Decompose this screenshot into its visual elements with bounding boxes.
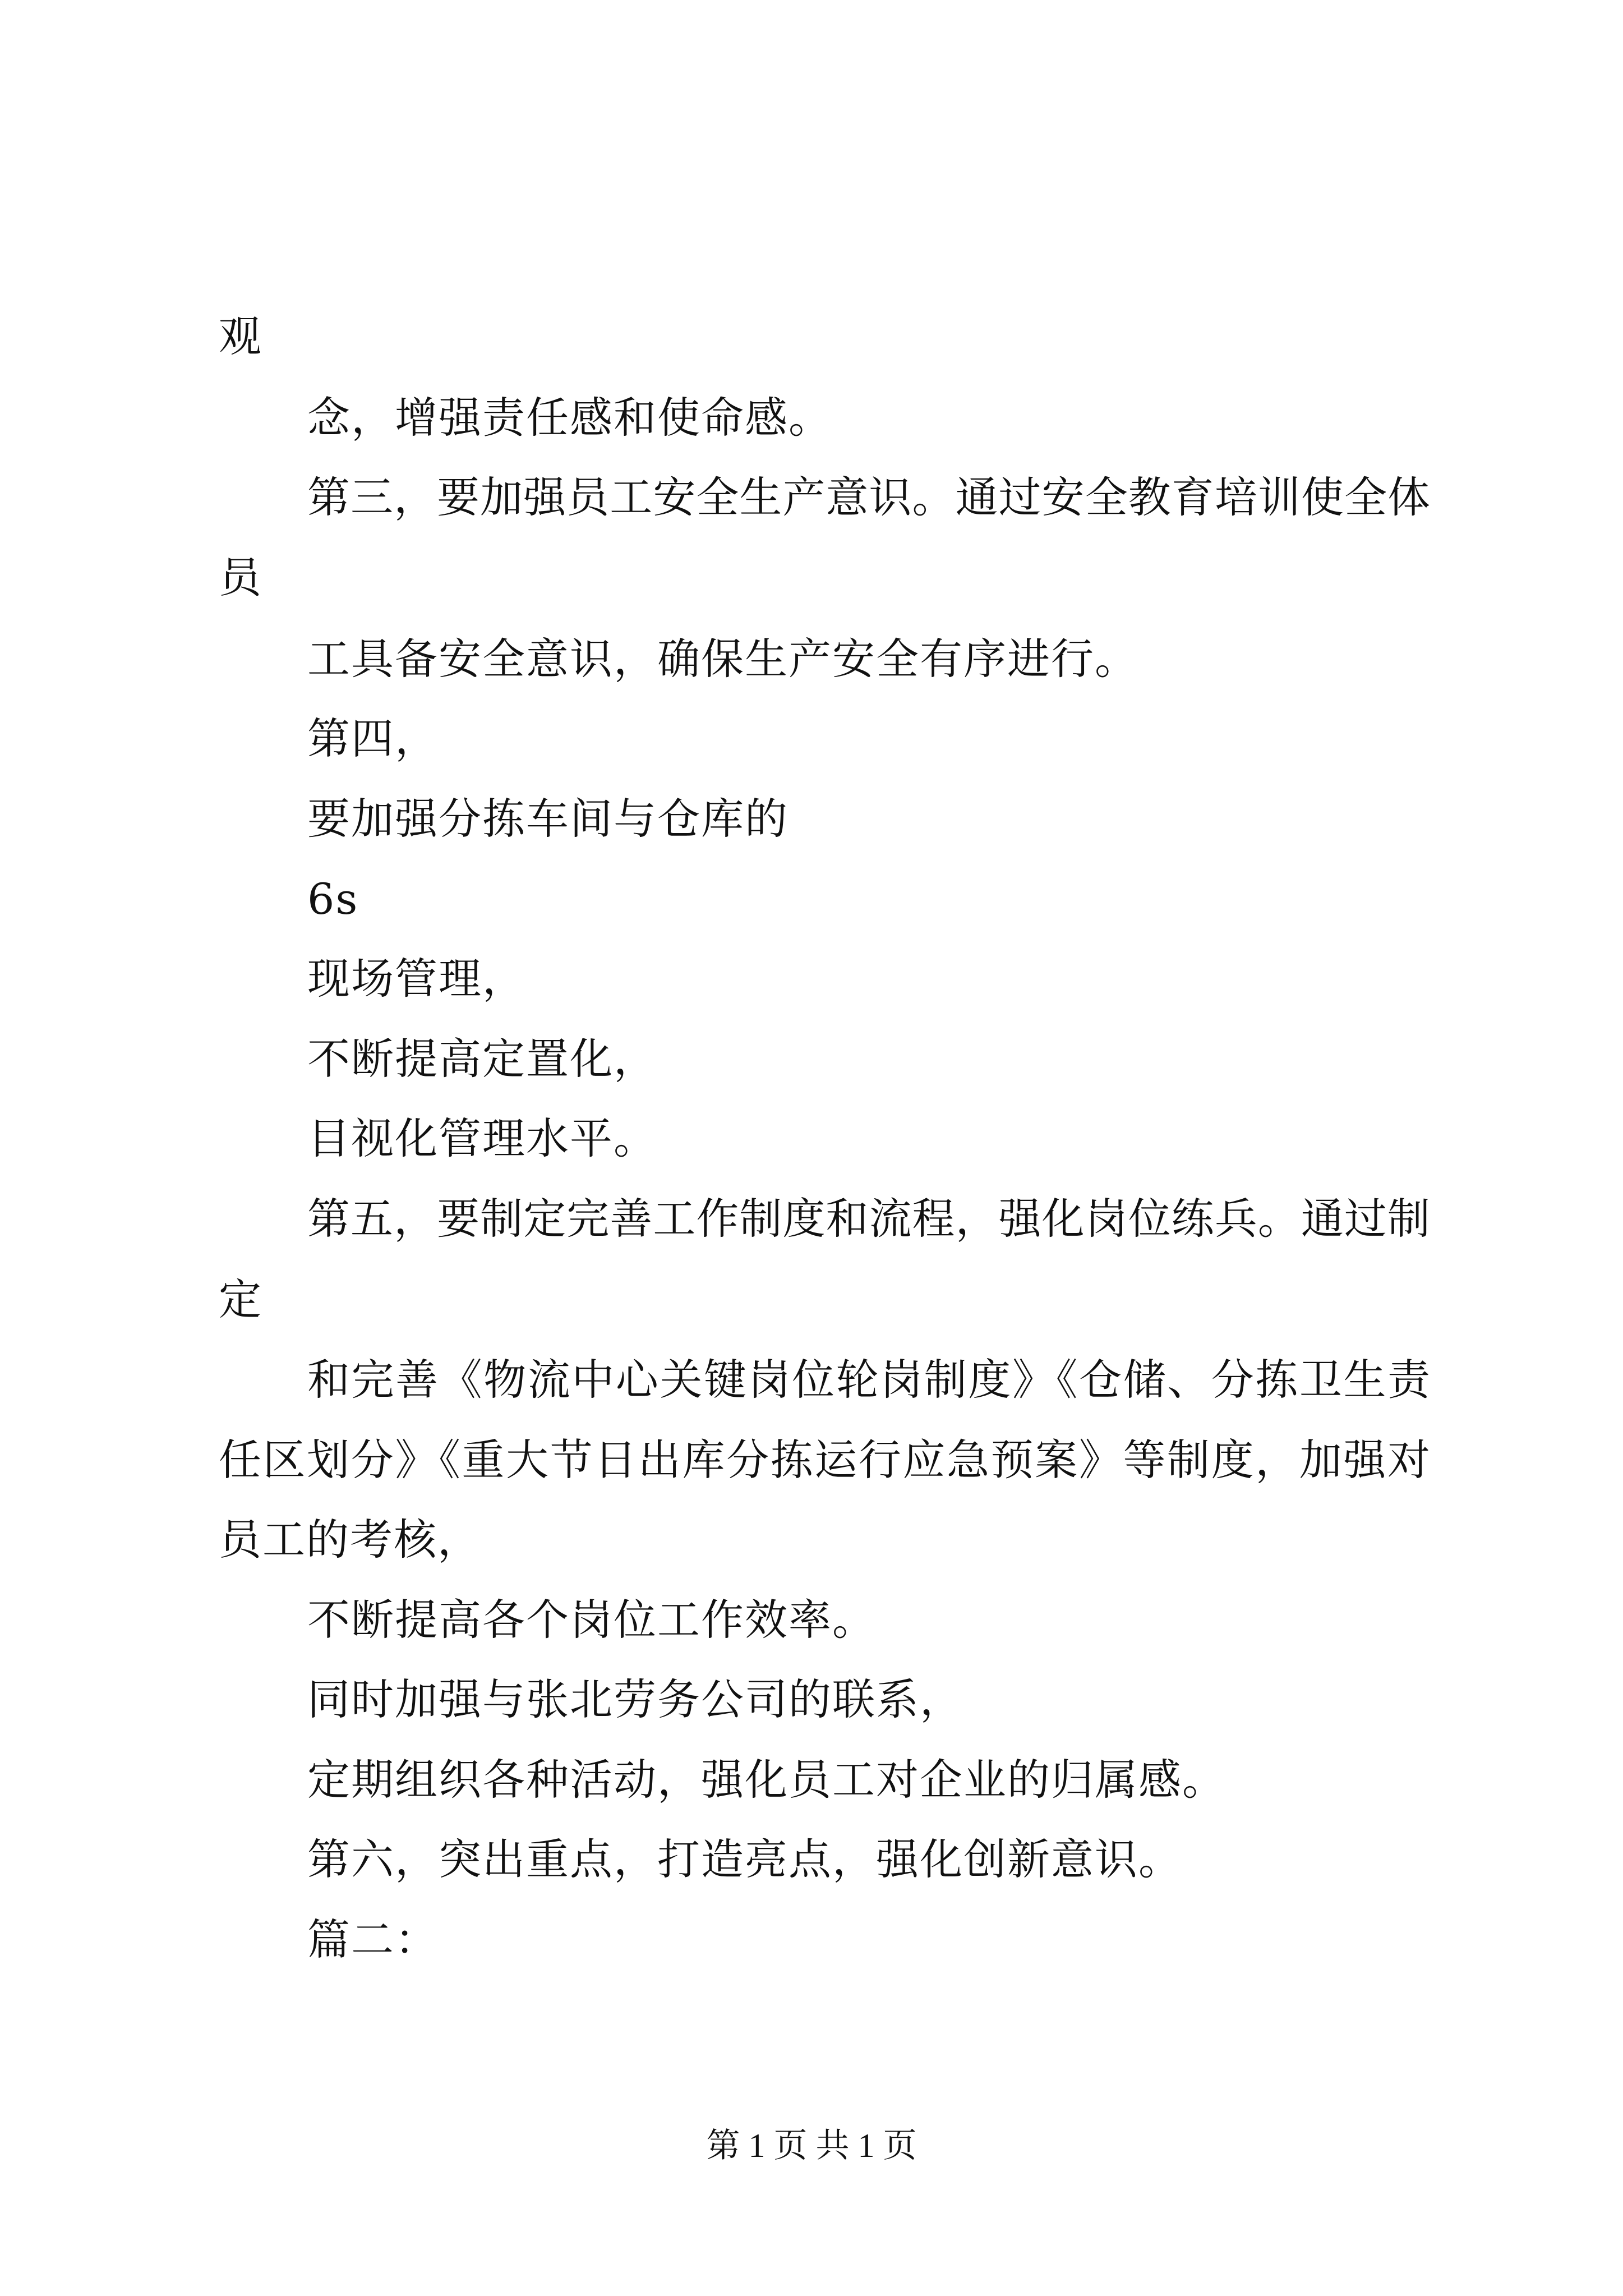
text-line-6: 第四，	[307, 714, 439, 763]
text-line-2: 念，增强责任感和使命感。	[307, 393, 832, 443]
text-line-11: 目视化管理水平。	[307, 1114, 657, 1163]
text-line-14: 和完善《物流中心关键岗位轮岗制度》《仓储、分拣卫生责	[307, 1355, 1430, 1405]
text-line-4: 员	[219, 553, 262, 602]
text-line-20: 第六，突出重点，打造亮点，强化创新意识。	[307, 1834, 1182, 1884]
text-line-1: 观	[219, 311, 262, 361]
text-line-9: 现场管理，	[307, 954, 526, 1004]
text-line-21: 篇二：	[307, 1915, 439, 1964]
text-line-18: 同时加强与张北劳务公司的联系，	[307, 1674, 963, 1724]
text-line-16: 员工的考核，	[219, 1515, 481, 1565]
text-line-3: 第三，要加强员工安全生产意识。通过安全教育培训使全体	[307, 472, 1430, 522]
text-line-19: 定期组织各种活动，强化员工对企业的归属感。	[307, 1755, 1226, 1805]
text-line-13: 定	[219, 1274, 262, 1324]
text-line-10: 不断提高定置化，	[307, 1034, 657, 1084]
text-line-17: 不断提高各个岗位工作效率。	[307, 1595, 876, 1645]
text-line-15: 任区划分》《重大节日出库分拣运行应急预案》等制度，加强对	[219, 1435, 1430, 1485]
text-line-8: 6s	[307, 874, 359, 924]
text-line-5: 工具备安全意识，确保生产安全有序进行。	[307, 634, 1138, 684]
text-line-7: 要加强分拣车间与仓库的	[307, 794, 789, 844]
text-line-12: 第五，要制定完善工作制度和流程，强化岗位练兵。通过制	[307, 1194, 1430, 1244]
page-footer: 第 1 页 共 1 页	[706, 2127, 917, 2164]
